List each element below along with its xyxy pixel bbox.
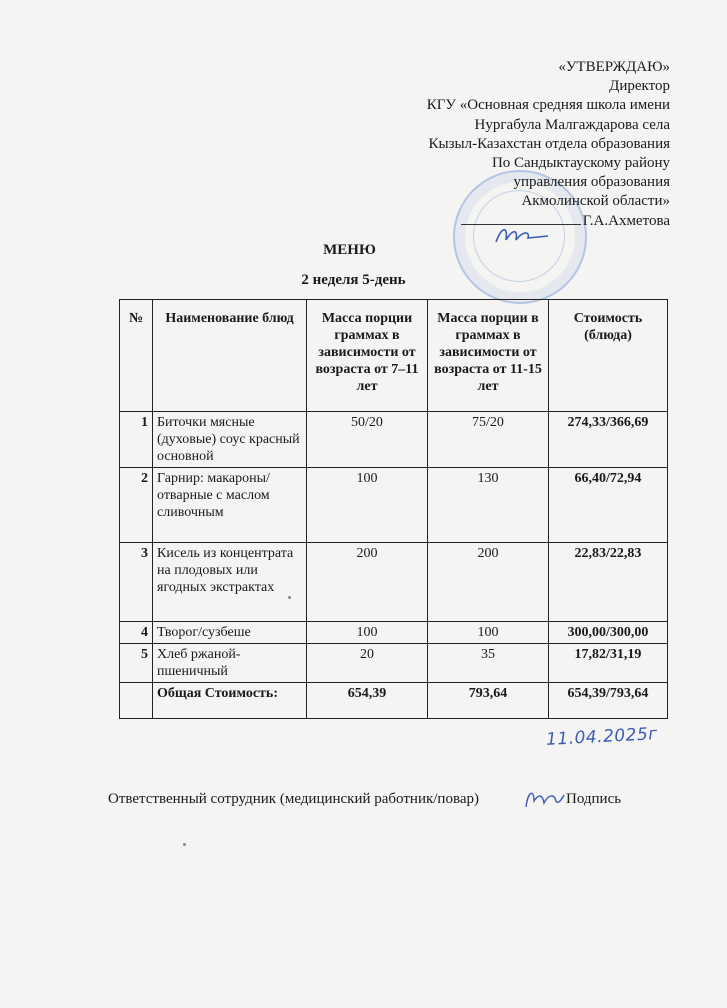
row-num: 2 bbox=[120, 468, 153, 543]
row-cost: 300,00/300,00 bbox=[549, 622, 668, 644]
table-row bbox=[120, 412, 668, 468]
row-mass-7-11: 50/20 bbox=[307, 412, 428, 468]
row-num: 5 bbox=[120, 644, 153, 683]
approval-line: Кызыл-Казахстан отдела образования bbox=[428, 135, 670, 152]
row-mass-7-11: 200 bbox=[307, 543, 428, 622]
header-name: Наименование блюд bbox=[153, 300, 307, 412]
table-row bbox=[120, 543, 668, 622]
table-total-row bbox=[120, 683, 668, 719]
row-mass-7-11: 20 bbox=[307, 644, 428, 683]
row-mass-11-15: 75/20 bbox=[428, 412, 549, 468]
responsible-text: Ответственный сотрудник (медицинский работник/повар) bbox=[108, 791, 479, 807]
table-header-row bbox=[120, 300, 668, 412]
total-mass-11-15: 793,64 bbox=[428, 683, 549, 719]
page-subtitle: 2 неделя 5-день bbox=[301, 272, 406, 288]
signer-name: Г.А.Ахметова bbox=[582, 212, 670, 229]
scan-speck bbox=[183, 843, 186, 846]
total-cost: 654,39/793,64 bbox=[549, 683, 668, 719]
row-num: 1 bbox=[120, 412, 153, 468]
table-row bbox=[120, 468, 668, 543]
approval-block bbox=[340, 58, 670, 231]
row-mass-7-11: 100 bbox=[307, 468, 428, 543]
table-row bbox=[120, 644, 668, 683]
row-name: Биточки мясные (духовые) соус красный основной bbox=[153, 412, 307, 468]
header-mass-11-15: Масса порции в граммах в зависимости от возраста от 11-15 лет bbox=[428, 300, 549, 412]
header-num: № bbox=[120, 300, 153, 412]
approval-line: КГУ «Основная средняя школа имени bbox=[426, 97, 670, 114]
signature-label: Подпись bbox=[566, 791, 622, 807]
approval-line: «УТВЕРЖДАЮ» bbox=[558, 59, 670, 75]
page-title: МЕНЮ bbox=[323, 242, 376, 258]
row-mass-11-15: 35 bbox=[428, 644, 549, 683]
approval-line: По Сандыктаускому району bbox=[491, 155, 670, 172]
row-name: Творог/сузбеше bbox=[153, 622, 307, 644]
approval-line: Акмолинской области» bbox=[521, 193, 670, 210]
scan-speck bbox=[288, 596, 291, 599]
handwritten-date: 11.04.2025г bbox=[545, 724, 659, 750]
header-cost: Стоимость (блюда) bbox=[549, 300, 668, 412]
row-mass-11-15: 100 bbox=[428, 622, 549, 644]
row-num: 3 bbox=[120, 543, 153, 622]
approval-line: Нургабула Малгаждарова села bbox=[474, 116, 670, 133]
row-mass-11-15: 200 bbox=[428, 543, 549, 622]
total-empty-cell bbox=[120, 683, 153, 719]
responsible-signature bbox=[522, 785, 566, 813]
row-mass-7-11: 100 bbox=[307, 622, 428, 644]
approval-line: управления образования bbox=[513, 174, 670, 191]
row-cost: 22,83/22,83 bbox=[549, 543, 668, 622]
header-mass-7-11: Масса порции граммах в зависимости от возраста от 7–11 лет bbox=[307, 300, 428, 412]
row-name: Кисель из концентрата на плодовых или ягодных экстрактах bbox=[153, 543, 307, 622]
total-label: Общая Стоимость: bbox=[153, 683, 307, 719]
row-num: 4 bbox=[120, 622, 153, 644]
row-cost: 66,40/72,94 bbox=[549, 468, 668, 543]
table-row bbox=[120, 622, 668, 644]
approval-line: Директор bbox=[609, 78, 670, 95]
row-mass-11-15: 130 bbox=[428, 468, 549, 543]
total-mass-7-11: 654,39 bbox=[307, 683, 428, 719]
row-cost: 274,33/366,69 bbox=[549, 412, 668, 468]
menu-table bbox=[119, 299, 668, 719]
row-name: Хлеб ржаной-пшеничный bbox=[153, 644, 307, 683]
row-name: Гарнир: макароны/отварные с маслом сливочным bbox=[153, 468, 307, 543]
row-cost: 17,82/31,19 bbox=[549, 644, 668, 683]
